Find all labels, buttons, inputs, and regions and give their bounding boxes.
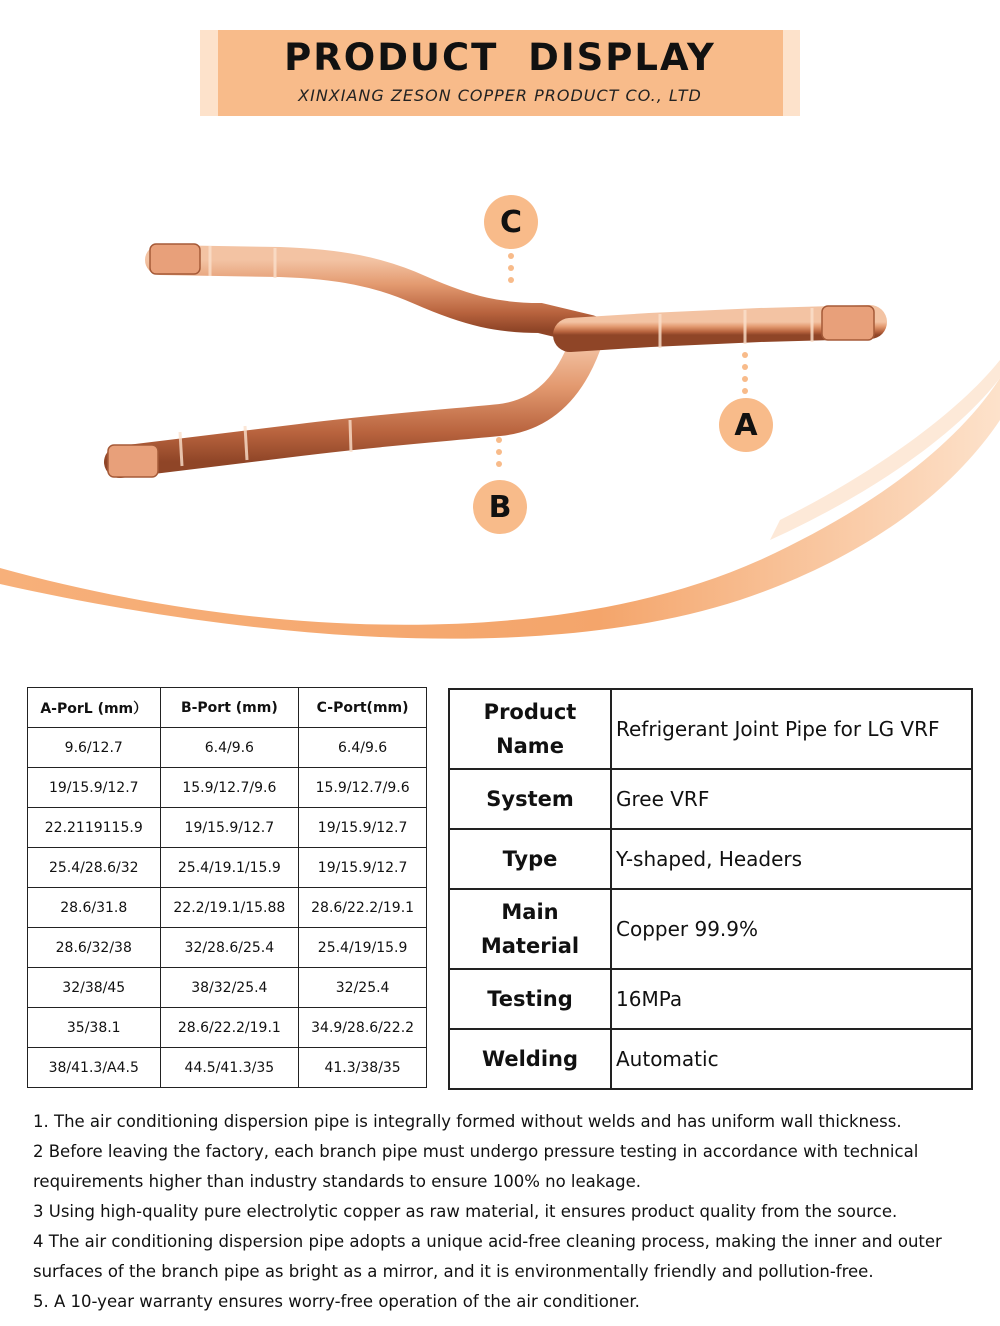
cell-c: 28.6/22.2/19.1 <box>299 888 427 928</box>
cell-c: 32/25.4 <box>299 968 427 1008</box>
product-specs-table <box>448 688 973 1090</box>
note-item: 4 The air conditioning dispersion pipe adopts a unique acid-free cleaning process, making the inner and outer surfaces of the branch pipe as bright as a mirror, and it is environmentally friendly and pollution-free. <box>33 1232 942 1281</box>
cell-c: 19/15.9/12.7 <box>299 808 427 848</box>
cell-a: 32/38/45 <box>28 968 161 1008</box>
spec-row-testing <box>449 969 972 1029</box>
cell-b: 22.2/19.1/15.88 <box>160 888 299 928</box>
pipe-branch-c <box>160 260 590 330</box>
spec-key: Testing <box>449 969 611 1029</box>
cell-a: 28.6/32/38 <box>28 928 161 968</box>
note-item: 1. The air conditioning dispersion pipe is integrally formed without welds and has uniform wall thickness. <box>33 1112 902 1131</box>
spec-value: Copper 99.9% <box>611 889 972 969</box>
cell-a: 28.6/31.8 <box>28 888 161 928</box>
cell-b: 19/15.9/12.7 <box>160 808 299 848</box>
company-subtitle: XINXIANG ZESON COPPER PRODUCT CO., LTD <box>298 86 702 105</box>
table-row <box>28 968 427 1008</box>
port-c-marker: C <box>484 195 538 249</box>
spec-row-welding <box>449 1029 972 1089</box>
note-item: 3 Using high-quality pure electrolytic copper as raw material, it ensures product quality from the source. <box>33 1202 898 1221</box>
pipe-end-c <box>150 244 200 274</box>
cell-c: 15.9/12.7/9.6 <box>299 768 427 808</box>
port-dimensions-table <box>27 687 427 1088</box>
column-header-a-port: A-PorL (mm） <box>28 688 161 728</box>
port-a-marker: A <box>719 398 773 452</box>
spec-key: Welding <box>449 1029 611 1089</box>
cell-b: 44.5/41.3/35 <box>160 1048 299 1088</box>
column-header-c-port: C-Port(mm) <box>299 688 427 728</box>
table-row <box>28 728 427 768</box>
spec-value: Gree VRF <box>611 769 972 829</box>
spec-row-material <box>449 889 972 969</box>
cell-a: 19/15.9/12.7 <box>28 768 161 808</box>
page-title: PRODUCT DISPLAY <box>284 36 716 79</box>
cell-c: 6.4/9.6 <box>299 728 427 768</box>
table-row <box>28 768 427 808</box>
spec-value: Y-shaped, Headers <box>611 829 972 889</box>
spec-row-product-name <box>449 689 972 769</box>
spec-key: Product Name <box>449 689 611 769</box>
table-row <box>28 808 427 848</box>
cell-a: 35/38.1 <box>28 1008 161 1048</box>
table-row <box>28 928 427 968</box>
cell-b: 28.6/22.2/19.1 <box>160 1008 299 1048</box>
note-item: 5. A 10-year warranty ensures worry-free operation of the air conditioner. <box>33 1292 640 1311</box>
cell-a: 38/41.3/A4.5 <box>28 1048 161 1088</box>
cell-b: 25.4/19.1/15.9 <box>160 848 299 888</box>
spec-key: Type <box>449 829 611 889</box>
cell-b: 6.4/9.6 <box>160 728 299 768</box>
table-row <box>28 848 427 888</box>
cell-a: 22.2119115.9 <box>28 808 161 848</box>
column-header-b-port: B-Port (mm) <box>160 688 299 728</box>
cell-b: 15.9/12.7/9.6 <box>160 768 299 808</box>
table-row <box>28 888 427 928</box>
table-header-row <box>28 688 427 728</box>
cell-a: 25.4/28.6/32 <box>28 848 161 888</box>
spec-row-system <box>449 769 972 829</box>
pipe-branch-b <box>120 345 585 462</box>
note-item: 2 Before leaving the factory, each branch pipe must undergo pressure testing in accordance with technical requirements higher than industry standards to ensure 100% no leakage. <box>33 1142 919 1191</box>
spec-value: Automatic <box>611 1029 972 1089</box>
port-b-marker: B <box>473 480 527 534</box>
cell-b: 32/28.6/25.4 <box>160 928 299 968</box>
spec-value: Refrigerant Joint Pipe for LG VRF <box>611 689 972 769</box>
cell-b: 38/32/25.4 <box>160 968 299 1008</box>
cell-c: 41.3/38/35 <box>299 1048 427 1088</box>
cell-c: 19/15.9/12.7 <box>299 848 427 888</box>
spec-row-type <box>449 829 972 889</box>
table-row <box>28 1048 427 1088</box>
spec-value: 16MPa <box>611 969 972 1029</box>
cell-a: 9.6/12.7 <box>28 728 161 768</box>
table-row <box>28 1008 427 1048</box>
feature-notes <box>33 1107 983 1317</box>
spec-key: Main Material <box>449 889 611 969</box>
pipe-end-b <box>108 445 158 477</box>
pipe-end-a <box>822 306 874 340</box>
cell-c: 34.9/28.6/22.2 <box>299 1008 427 1048</box>
spec-key: System <box>449 769 611 829</box>
cell-c: 25.4/19/15.9 <box>299 928 427 968</box>
